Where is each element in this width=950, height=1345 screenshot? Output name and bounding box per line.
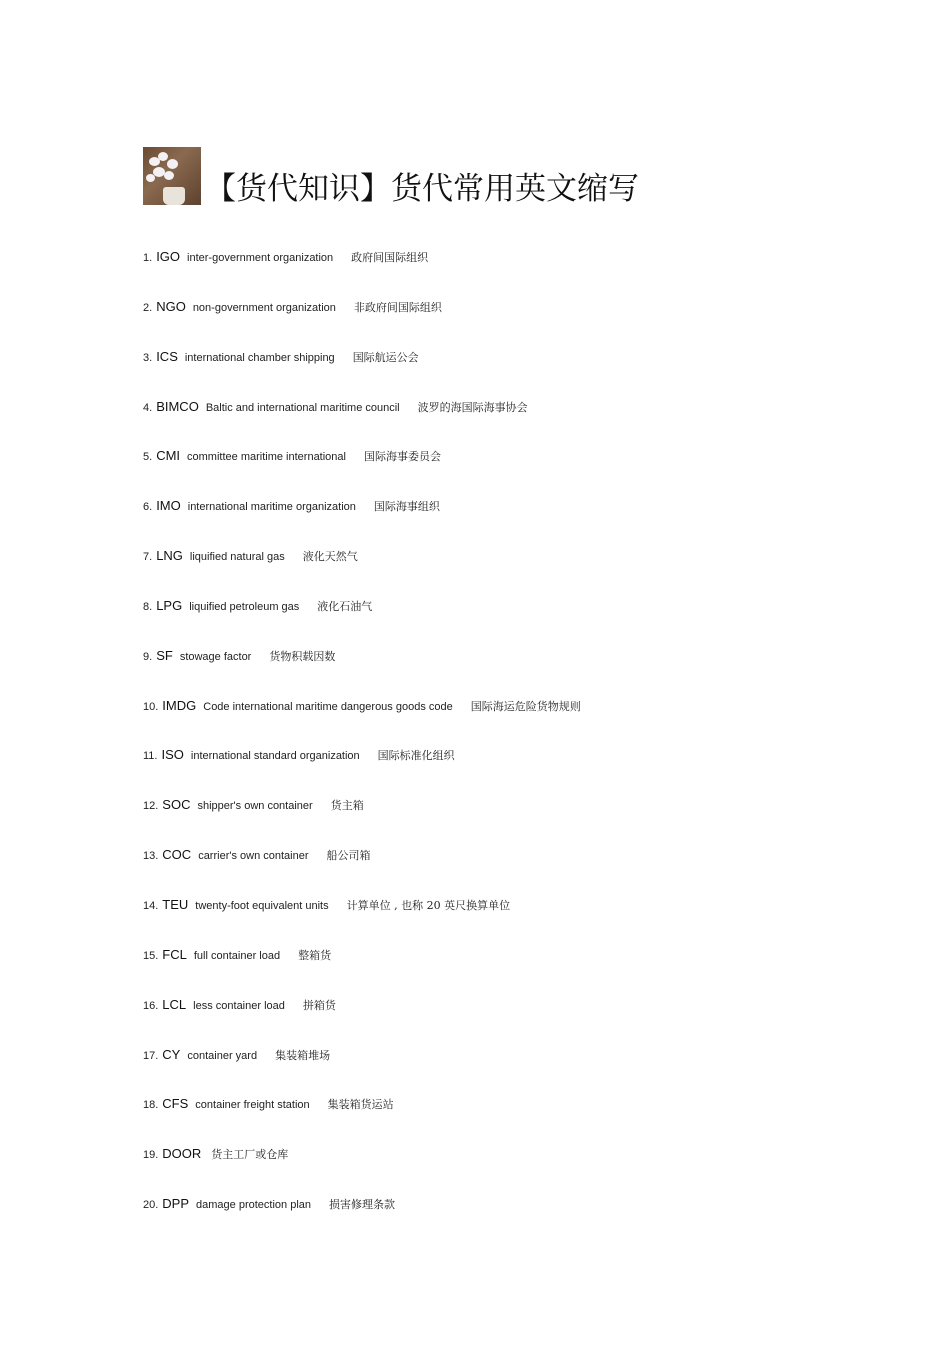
- entry-abbreviation: BIMCO: [156, 398, 199, 414]
- entry-number: 3.: [143, 351, 153, 364]
- entry-number: 5.: [143, 451, 153, 464]
- list-item: [143, 398, 843, 448]
- entry-abbreviation: SOC: [162, 797, 191, 813]
- entry-number: 18.: [143, 1099, 159, 1112]
- entry-number: 8.: [143, 600, 153, 613]
- entry-abbreviation: DPP: [162, 1196, 190, 1212]
- orchid-photo-icon: [143, 147, 201, 205]
- entry-chinese-term: 国际海运危险货物规则: [470, 699, 581, 713]
- entry-chinese-term: 货主工厂或仓库: [211, 1148, 289, 1162]
- entry-chinese-term: 液化天然气: [302, 550, 358, 564]
- entry-abbreviation: TEU: [162, 896, 189, 912]
- entry-english-term: inter-government organization: [187, 252, 334, 264]
- entry-abbreviation: CFS: [162, 1096, 189, 1112]
- entry-chinese-term: 国际海事委员会: [363, 450, 441, 464]
- list-item: [143, 447, 843, 497]
- list-item: [143, 547, 843, 597]
- entry-abbreviation: LNG: [156, 548, 183, 564]
- entry-abbreviation: IGO: [156, 249, 181, 264]
- list-item: [143, 846, 843, 896]
- entry-abbreviation: DOOR: [162, 1146, 202, 1162]
- entry-english-term: liquified natural gas: [189, 551, 285, 564]
- entry-number: 6.: [143, 501, 153, 514]
- list-item: [143, 796, 843, 846]
- entry-abbreviation: FCL: [162, 946, 187, 962]
- entry-chinese-term: 液化石油气: [317, 599, 373, 613]
- entry-abbreviation: CMI: [156, 448, 181, 464]
- entry-chinese-term: 国际海事组织: [373, 500, 440, 514]
- entry-english-term: Baltic and international maritime council: [205, 401, 400, 414]
- list-item: [143, 1145, 843, 1195]
- entry-abbreviation: ICS: [156, 348, 178, 364]
- entry-chinese-term: 船公司箱: [326, 849, 371, 863]
- entry-chinese-term: 波罗的海国际海事协会: [417, 400, 528, 414]
- entry-english-term: container freight station: [195, 1099, 310, 1112]
- entry-chinese-term: 国际标准化组织: [377, 749, 455, 763]
- list-item: [143, 248, 843, 298]
- entry-chinese-term: 非政府间国际组织: [353, 300, 442, 314]
- entry-number: 9.: [143, 650, 153, 663]
- entry-number: 11.: [143, 750, 158, 763]
- list-item: [143, 697, 843, 747]
- list-item: [143, 996, 843, 1046]
- entry-number: 10.: [143, 700, 159, 713]
- entry-abbreviation: IMDG: [162, 697, 197, 713]
- entry-number: 16.: [143, 999, 159, 1012]
- entry-number: 13.: [143, 850, 159, 863]
- entry-chinese-term: 货主箱: [330, 799, 364, 813]
- list-item: [143, 746, 843, 796]
- entry-chinese-term: 政府间国际组织: [351, 251, 429, 264]
- entry-chinese-term: 拼箱货: [302, 998, 336, 1012]
- entry-abbreviation: LCL: [162, 996, 187, 1012]
- entry-english-term: international chamber shipping: [184, 351, 335, 364]
- entry-abbreviation: CY: [162, 1046, 181, 1062]
- entry-number: 7.: [143, 551, 153, 564]
- list-item: [143, 298, 843, 348]
- entry-number: 4.: [143, 401, 153, 414]
- list-item: [143, 348, 843, 398]
- entry-english-term: container yard: [187, 1049, 258, 1062]
- entry-chinese-term: 损害修理条款: [329, 1198, 395, 1212]
- entry-english-term: shipper's own container: [197, 800, 313, 813]
- abbreviation-list: [143, 248, 843, 1245]
- entry-abbreviation: IMO: [156, 498, 181, 514]
- entry-abbreviation: LPG: [156, 597, 183, 613]
- entry-english-term: international standard organization: [190, 750, 360, 763]
- entry-number: 1.: [143, 252, 153, 264]
- entry-english-term: full container load: [193, 949, 281, 962]
- entry-number: 19.: [143, 1149, 159, 1162]
- entry-english-term: carrier's own container: [198, 850, 309, 863]
- entry-english-term: liquified petroleum gas: [189, 600, 300, 613]
- entry-abbreviation: COC: [162, 847, 192, 863]
- entry-number: 15.: [143, 949, 159, 962]
- entry-english-term: less container load: [193, 999, 285, 1012]
- list-item: [143, 946, 843, 996]
- entry-number: 14.: [143, 899, 159, 912]
- entry-abbreviation: NGO: [156, 298, 186, 314]
- entry-english-term: Code international maritime dangerous goods code: [203, 700, 453, 713]
- entry-chinese-term: 国际航运公会: [352, 350, 419, 364]
- list-item: [143, 1095, 843, 1145]
- entry-number: 20.: [143, 1199, 159, 1212]
- entry-chinese-term: 计算单位 , 也称 20 英尺换算单位: [346, 898, 511, 912]
- entry-number: 2.: [143, 301, 153, 314]
- list-item: [143, 896, 843, 946]
- entry-number: 12.: [143, 800, 159, 813]
- entry-abbreviation: SF: [156, 647, 173, 663]
- list-item: [143, 1195, 843, 1245]
- entry-number: 17.: [143, 1049, 159, 1062]
- list-item: [143, 1046, 843, 1096]
- entry-english-term: stowage factor: [179, 650, 252, 663]
- entry-english-term: damage protection plan: [196, 1199, 311, 1212]
- entry-chinese-term: 集装箱堆场: [275, 1048, 331, 1062]
- entry-abbreviation: ISO: [161, 747, 184, 763]
- entry-english-term: international maritime organization: [187, 501, 356, 514]
- page-title: 【货代知识】货代常用英文缩写: [205, 171, 639, 207]
- entry-english-term: committee maritime international: [187, 451, 346, 464]
- list-item: [143, 647, 843, 697]
- entry-chinese-term: 集装箱货运站: [327, 1098, 394, 1112]
- entry-english-term: non-government organization: [192, 301, 336, 314]
- entry-chinese-term: 整箱货: [298, 948, 332, 962]
- list-item: [143, 597, 843, 647]
- list-item: [143, 497, 843, 547]
- entry-chinese-term: 货物积载因数: [269, 649, 336, 663]
- entry-english-term: twenty-foot equivalent units: [195, 899, 329, 912]
